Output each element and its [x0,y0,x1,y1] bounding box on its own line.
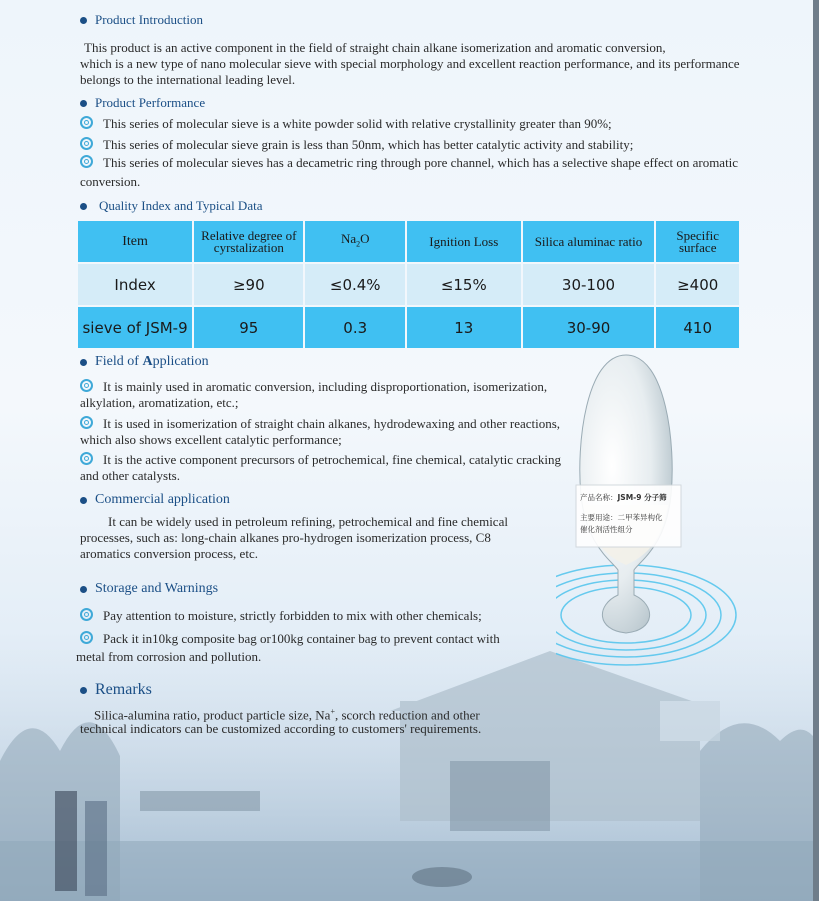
header-specific-surface: Specific surface [656,221,739,262]
bottle-label-use-2: 催化剂活性组分 [580,525,633,534]
performance-item-3 [80,154,738,171]
ring-bullet-icon [80,452,93,465]
performance-heading [80,95,205,111]
bullet-dot-icon [80,586,87,593]
application-item-2: It is used in isomerization of straight chain alkanes, hydrodewaxing and other reactions, [80,415,560,432]
bottle-label-use: 主要用途：二甲苯异构化 [580,513,663,522]
table-cell: sieve of JSM-9 [78,307,192,348]
application-heading [80,354,209,370]
bullet-dot-icon [80,17,87,24]
quality-table [76,219,741,350]
application-item-1-cont: alkylation, aromatization, etc.; [80,395,239,410]
application-title: Field of Application [95,354,209,369]
header-item: Item [78,221,192,262]
table-cell: 13 [407,307,521,348]
table-row [78,307,739,348]
intro-heading [80,12,203,28]
table-cell: 410 [656,307,739,348]
ring-bullet-icon [80,608,93,621]
application-item-2-cont: which also shows excellent catalytic performance; [80,432,342,447]
table-cell: 0.3 [305,307,404,348]
product-bottle-image [556,345,756,675]
right-edge-strip [813,0,819,901]
ring-bullet-icon [80,116,93,129]
header-ignition-loss: Ignition Loss [407,221,521,262]
header-silica-ratio: Silica aluminac ratio [523,221,655,262]
bullet-dot-icon [80,497,87,504]
commercial-line-3: aromatics conversion process, etc. [80,546,258,561]
intro-line-2: which is a new type of nano molecular sieve with special morphology and excellent reaction performance, and its performance [80,56,740,71]
ring-bullet-icon [80,631,93,644]
commercial-heading [80,492,230,508]
commercial-line-2: processes, such as: long-chain alkanes pro-hydrogen isomerization process, C8 [80,530,491,545]
remarks-line-1: Silica-alumina ratio, product particle size, Na+, scorch reduction and other [94,707,480,723]
application-item-3-cont: and other catalysts. [80,468,180,483]
bullet-dot-icon [80,687,87,694]
performance-item-2 [80,136,633,153]
table-header-row [78,221,739,262]
bullet-dot-icon [80,359,87,366]
table-cell: ≤0.4% [305,264,404,305]
table-cell: ≥90 [194,264,303,305]
bullet-dot-icon [80,203,87,210]
intro-line-1: This product is an active component in the field of straight chain alkane isomerization and aromatic conversion, [84,40,666,55]
ring-bullet-icon [80,416,93,429]
table-cell: Index [78,264,192,305]
remarks-title: Remarks [95,681,152,698]
storage-heading [80,581,218,597]
application-item-1: It is mainly used in aromatic conversion, including disproportionation, isomerization, [80,378,547,395]
performance-item-text: This series of molecular sieve grain is less than 50nm, which has better catalytic activity and stability; [103,137,634,152]
header-crystallization: Relative degree of cyrstalization [194,221,303,262]
ring-bullet-icon [80,155,93,168]
quality-title: Quality Index and Typical Data [99,198,263,213]
bottle-label-name: 产品名称：JSM-9 分子筛 [580,493,667,502]
table-cell: ≤15% [407,264,521,305]
application-item-3: It is the active component precursors of petrochemical, fine chemical, catalytic cracking [80,451,561,468]
performance-title: Product Performance [95,95,206,110]
performance-item-text: This series of molecular sieve is a white powder solid with relative crystallinity greater than 90%; [103,116,612,131]
quality-heading [80,198,262,214]
intro-line-3: belongs to the international leading level. [80,72,296,87]
table-row [78,264,739,305]
storage-title: Storage and Warnings [95,581,219,596]
ring-bullet-icon [80,379,93,392]
storage-item-2-cont: metal from corrosion and pollution. [76,649,262,664]
performance-item-1 [80,115,612,132]
commercial-line-1: It can be widely used in petroleum refining, petrochemical and fine chemical [108,514,508,529]
table-cell: 95 [194,307,303,348]
bullet-dot-icon [80,100,87,107]
performance-item-text: This series of molecular sieves has a decametric ring through pore channel, which has a selective shape effect on aromatic [103,155,739,170]
ring-bullet-icon [80,137,93,150]
remarks-line-2: technical indicators can be customized according to customers' requirements. [80,721,482,736]
table-cell: ≥400 [656,264,739,305]
header-na2o: $Na_2O$ [305,221,404,262]
storage-item-1: Pay attention to moisture, strictly forbidden to mix with other chemicals; [80,607,482,624]
remarks-heading [80,681,152,699]
factory-background [0,641,813,901]
bottle-label [580,492,667,536]
commercial-title: Commercial application [95,492,230,507]
storage-item-2: Pack it in10kg composite bag or100kg container bag to prevent contact with [80,630,542,647]
performance-continuation: conversion. [80,174,141,189]
table-cell: 30-100 [523,264,655,305]
table-cell: 30-90 [523,307,655,348]
intro-title: Product Introduction [95,12,203,27]
